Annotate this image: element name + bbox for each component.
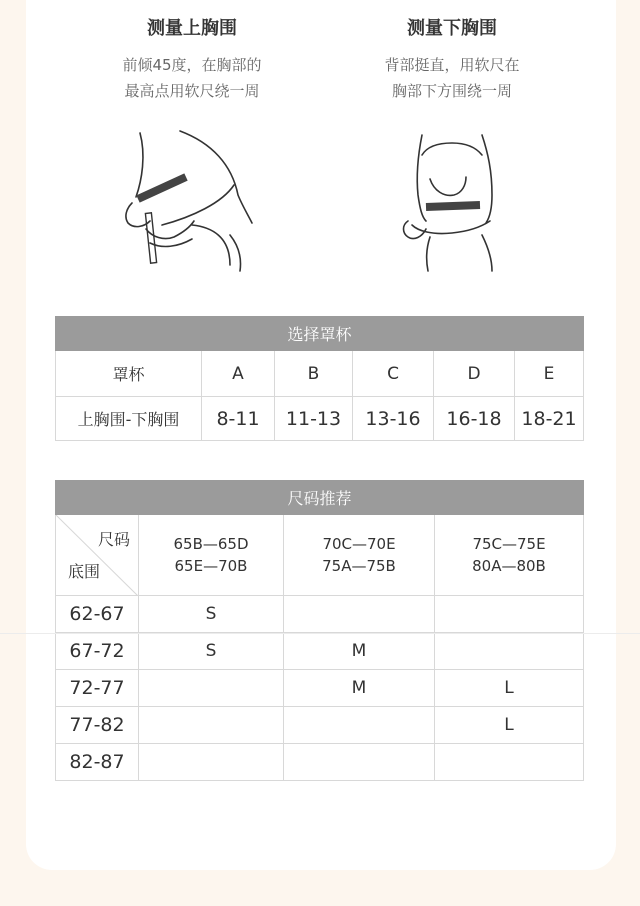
measure-upper-desc-line1: 前倾45度，在胸部的: [122, 56, 262, 74]
table-row: [56, 633, 584, 670]
size-col-header-line: 75A—75B: [322, 557, 396, 575]
measure-upper-desc-line2: 最高点用软尺绕一周: [124, 82, 260, 100]
diff-cell: 13-16: [353, 397, 434, 441]
size-cell: S: [139, 596, 284, 633]
corner-size-label: 尺码: [97, 530, 130, 549]
band-range: 67-72: [56, 633, 139, 670]
cup-row-label: 罩杯: [56, 351, 202, 397]
size-cell: [435, 633, 584, 670]
size-cell: [139, 744, 284, 781]
cup-cell: C: [353, 351, 434, 397]
table-row: [56, 707, 584, 744]
size-col-header-line: 65E—70B: [174, 557, 248, 575]
measure-lower-desc-line2: 胸部下方围绕一周: [391, 82, 512, 100]
corner-diagonal-line: [56, 515, 138, 596]
measure-upper-title: 测量上胸围: [147, 18, 237, 39]
cup-table-title: 选择罩杯: [56, 317, 584, 351]
table-row: [56, 744, 584, 781]
size-cell: [139, 707, 284, 744]
size-cell: S: [139, 633, 284, 670]
corner-band-label: 底围: [68, 562, 101, 581]
band-range: 72-77: [56, 670, 139, 707]
size-cell: [435, 744, 584, 781]
size-cell: L: [435, 707, 584, 744]
measure-lower-desc: [322, 52, 582, 104]
size-cell: [284, 596, 435, 633]
lower-bust-illustration: [322, 125, 582, 275]
size-col-header: [435, 515, 584, 596]
size-col-header: [139, 515, 284, 596]
table-row: [56, 670, 584, 707]
diff-cell: 18-21: [515, 397, 584, 441]
measure-lower-title: 测量下胸围: [407, 18, 497, 39]
cup-cell: B: [275, 351, 353, 397]
size-cell: M: [284, 633, 435, 670]
measure-upper-desc: [62, 52, 322, 104]
size-col-header-line: 65B—65D: [173, 535, 249, 553]
size-col-header-line: 70C—70E: [322, 535, 396, 553]
size-cell: [435, 596, 584, 633]
cup-table: [55, 316, 584, 441]
size-cell: [284, 707, 435, 744]
size-col-header: [284, 515, 435, 596]
size-col-header-line: 75C—75E: [472, 535, 546, 553]
band-range: 62-67: [56, 596, 139, 633]
cup-cell: E: [515, 351, 584, 397]
cup-cell: A: [202, 351, 275, 397]
diff-row-label: 上胸围-下胸围: [56, 397, 202, 441]
diff-cell: 8-11: [202, 397, 275, 441]
band-range: 82-87: [56, 744, 139, 781]
table-row: [56, 596, 584, 633]
diff-cell: 11-13: [275, 397, 353, 441]
divider: [0, 633, 640, 634]
size-cell: M: [284, 670, 435, 707]
size-table: [55, 480, 584, 781]
size-col-header-line: 80A—80B: [472, 557, 546, 575]
size-table-corner: [56, 515, 139, 596]
size-cell: [139, 670, 284, 707]
cup-cell: D: [434, 351, 515, 397]
size-cell: L: [435, 670, 584, 707]
band-range: 77-82: [56, 707, 139, 744]
diff-cell: 16-18: [434, 397, 515, 441]
size-table-title: 尺码推荐: [56, 481, 584, 515]
upper-bust-illustration: [62, 125, 322, 275]
size-cell: [284, 744, 435, 781]
measure-lower-desc-line1: 背部挺直，用软尺在: [384, 56, 520, 74]
